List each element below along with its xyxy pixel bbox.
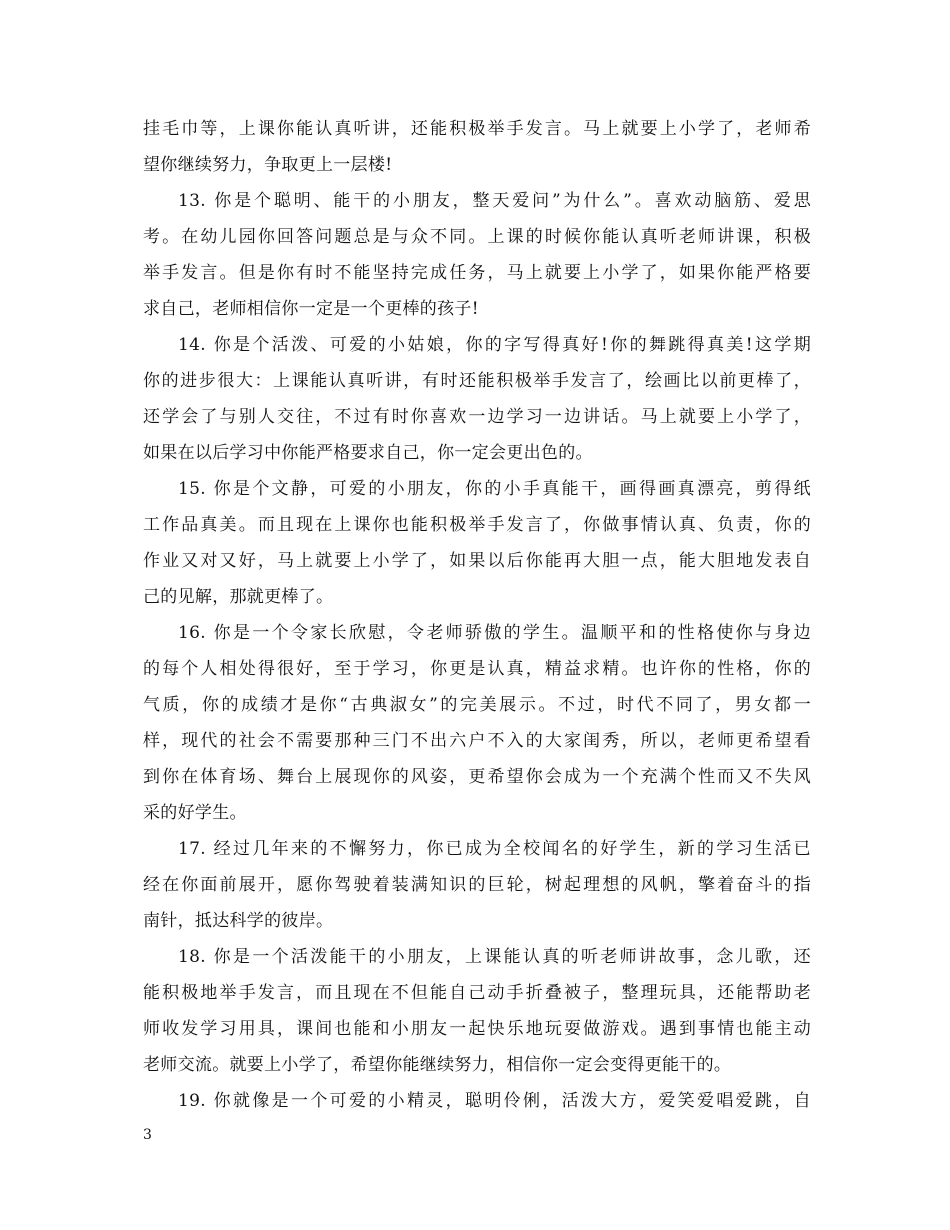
text-line: 18. 你是一个活泼能干的小朋友，上课能认真的听老师讲故事，念儿歌，还 xyxy=(178,947,811,967)
text-line: 挂毛巾等，上课你能认真听讲，还能积极举手发言。马上就要上小学了，老师希 xyxy=(143,119,811,139)
text-line: 还学会了与别人交往，不过有时你喜欢一边学习一边讲话。马上就要上小学了， xyxy=(143,407,811,427)
text-line: 13. 你是个聪明、能干的小朋友，整天爱问”为什么”。喜欢动脑筋、爱思 xyxy=(178,191,811,211)
text-line: 举手发言。但是你有时不能坚持完成任务，马上就要上小学了，如果你能严格要 xyxy=(143,263,811,283)
text-line: 望你继续努力，争取更上一层楼! xyxy=(143,155,393,175)
paragraph-14 xyxy=(143,327,811,471)
paragraph-18 xyxy=(143,939,811,1083)
text-line: 能积极地举手发言，而且现在不但能自己动手折叠被子，整理玩具，还能帮助老 xyxy=(143,983,811,1003)
document-body xyxy=(143,111,811,1119)
text-line: 17. 经过几年来的不懈努力，你已成为全校闻名的好学生，新的学习生活已 xyxy=(178,839,811,859)
text-line: 经在你面前展开，愿你驾驶着装满知识的巨轮，树起理想的风帆，擎着奋斗的指 xyxy=(143,875,811,895)
text-line: 工作品真美。而且现在上课你也能积极举手发言了，你做事情认真、负责，你的 xyxy=(143,515,811,535)
paragraph-16 xyxy=(143,615,811,831)
paragraph-19 xyxy=(143,1083,811,1119)
text-line: 19. 你就像是一个可爱的小精灵，聪明伶俐，活泼大方，爱笑爱唱爱跳，自 xyxy=(178,1091,811,1111)
text-line: 南针，抵达科学的彼岸。 xyxy=(143,911,334,931)
text-line: 到你在体育场、舞台上展现你的风姿，更希望你会成为一个充满个性而又不失风 xyxy=(143,767,811,787)
text-line: 的每个人相处得很好，至于学习，你更是认真，精益求精。也许你的性格，你的 xyxy=(143,659,811,679)
paragraph-15 xyxy=(143,471,811,615)
page-number: 3 xyxy=(143,1127,152,1143)
paragraph-continued xyxy=(143,111,811,183)
text-line: 己的见解，那就更棒了。 xyxy=(143,587,334,607)
text-line: 老师交流。就要上小学了，希望你能继续努力，相信你一定会变得更能干的。 xyxy=(143,1055,732,1075)
paragraph-17 xyxy=(143,831,811,939)
text-line: 考。在幼儿园你回答问题总是与众不同。上课的时候你能认真听老师讲课，积极 xyxy=(143,227,811,247)
text-line: 样，现代的社会不需要那种三门不出六户不入的大家闺秀，所以，老师更希望看 xyxy=(143,731,811,751)
text-line: 求自己，老师相信你一定是一个更棒的孩子! xyxy=(143,299,479,319)
text-line: 采的好学生。 xyxy=(143,803,247,823)
text-line: 如果在以后学习中你能严格要求自己，你一定会更出色的。 xyxy=(143,443,593,463)
text-line: 气质，你的成绩才是你“古典淑女”的完美展示。不过，时代不同了，男女都一 xyxy=(143,695,811,715)
text-line: 作业又对又好，马上就要上小学了，如果以后你能再大胆一点，能大胆地发表自 xyxy=(143,551,811,571)
text-line: 15. 你是个文静，可爱的小朋友，你的小手真能干，画得画真漂亮，剪得纸 xyxy=(178,479,811,499)
text-line: 16. 你是一个令家长欣慰，令老师骄傲的学生。温顺平和的性格使你与身边 xyxy=(178,623,811,643)
text-line: 14. 你是个活泼、可爱的小姑娘，你的字写得真好!你的舞跳得真美!这学期 xyxy=(178,335,811,355)
paragraph-13 xyxy=(143,183,811,327)
text-line: 师收发学习用具，课间也能和小朋友一起快乐地玩耍做游戏。遇到事情也能主动 xyxy=(143,1019,811,1039)
text-line: 你的进步很大：上课能认真听讲，有时还能积极举手发言了，绘画比以前更棒了， xyxy=(143,371,811,391)
